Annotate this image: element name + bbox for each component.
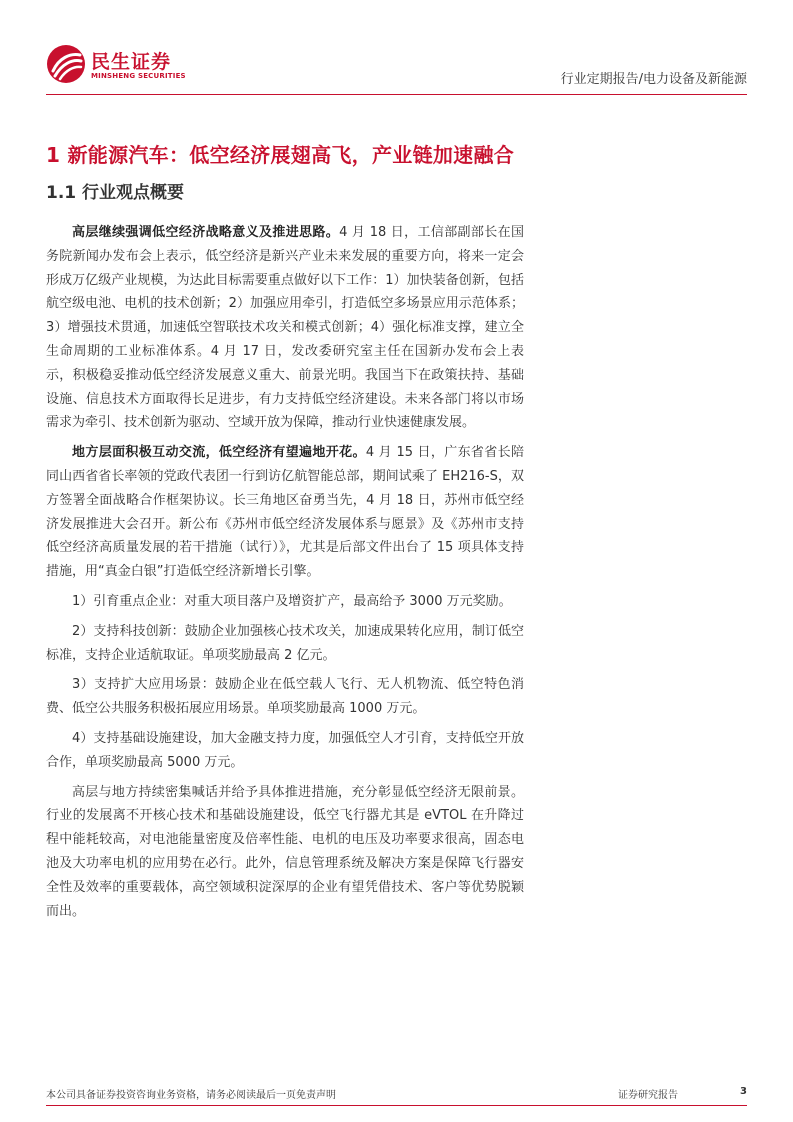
logo-chinese-name: 民生证券 [91,51,172,73]
report-type-label: 行业定期报告/电力设备及新能源 [560,72,747,87]
list-item [46,727,524,775]
paragraph-text: 4 月 18 日，工信部副部长在国务院新闻办发布会上表示，低空经济是新兴产业未来发展的重要方向，将来一定会形成万亿级产业规模，为达此目标需要重点做好以下工作：1）加快装备创新，包括航空级电池、电机的技术创新；2）加强应用牵引，打造低空多场景应用示范体系；3）增强技术贯通，加速低空智联技术攻关和模式创新；4）强化标准支撑，建立全生命周期的工业标准体系。4 月 17 日，发改委研究室主任在国新办发布会上表示，积极稳妥推动低空经济发展意义重大、前景光明。我国当下在政策扶持、基础设施、信息技术方面取得长足进步，有力支持低空经济建设。未来各部门将以市场需求为牵引、技术创新为驱动、空域开放为保障，推动行业快速健康发展。 [46,225,524,431]
list-item-text: 2）支持科技创新：鼓励企业加强核心技术攻关，加速成果转化应用，制订低空标准，支持企业适航取证。单项奖励最高 2 亿元。 [46,623,524,663]
list-item-text: 3）支持扩大应用场景：鼓励企业在低空载人飞行、无人机物流、低空特色消费、低空公共服务积极拓展应用场景。单项奖励最高 1000 万元。 [46,677,524,717]
list-item-text: 1）引育重点企业：对重大项目落户及增资扩产，最高给予 3000 万元奖励。 [72,593,512,609]
header-divider [46,94,747,95]
section-heading: 1 新能源汽车：低空经济展翅高飞，产业链加速融合 [46,143,515,167]
list-item [46,673,524,721]
list-item-text: 4）支持基础设施建设，加大金融支持力度，加强低空人才引育，支持低空开放合作，单项奖励最高 5000 万元。 [46,730,524,770]
footer-report-label: 证券研究报告 [618,1090,678,1101]
paragraph-text: 4 月 15 日，广东省省长陪同山西省省长率领的党政代表团一行到访亿航智能总部，期间试乘了 EH216-S，双方签署全面战略合作框架协议。长三角地区奋勇当先，4 月 18 日，苏州市低空经济发展推进大会召开。新公布《苏州市低空经济发展体系与愿景》及《苏州市支持低空经济高质量发展的若干措施（试行）》，尤其是后部文件出台了 15 项具体支持措施，用“真金白银”打造低空经济新增长引擎。 [46,445,524,580]
footer-disclaimer: 本公司具备证券投资咨询业务资格，请务必阅读最后一页免责声明 [46,1090,336,1101]
paragraph [46,781,524,924]
minsheng-logo-icon [46,44,86,84]
logo-english-name: MINSHENG SECURITIES [91,72,186,80]
paragraph [46,441,524,584]
report-body [46,221,524,929]
page-header [0,0,793,100]
paragraph-lead: 高层继续强调低空经济战略意义及推进思路。 [72,225,340,240]
paragraph [46,221,524,435]
paragraph-text: 高层与地方持续密集喊话并给予具体推进措施，充分彰显低空经济无限前景。行业的发展离不开核心技术和基础设施建设，低空飞行器尤其是 eVTOL 在升降过程中能耗较高，对电池能量密度及倍率性能、电机的电压及功率要求很高，固态电池及大功率电机的应用势在必行。此外，信息管理系统及解决方案是保障飞行器安全性及效率的重要载体，高空领域积淀深厚的企业有望凭借技术、客户等优势脱颖而出。 [46,784,524,919]
footer-divider [46,1105,747,1106]
list-item [46,590,524,614]
page-number: 3 [740,1086,747,1097]
company-logo [46,44,206,88]
list-item [46,620,524,668]
paragraph-lead: 地方层面积极互动交流，低空经济有望遍地开花。 [72,445,366,461]
subsection-heading: 1.1 行业观点概要 [46,183,185,203]
